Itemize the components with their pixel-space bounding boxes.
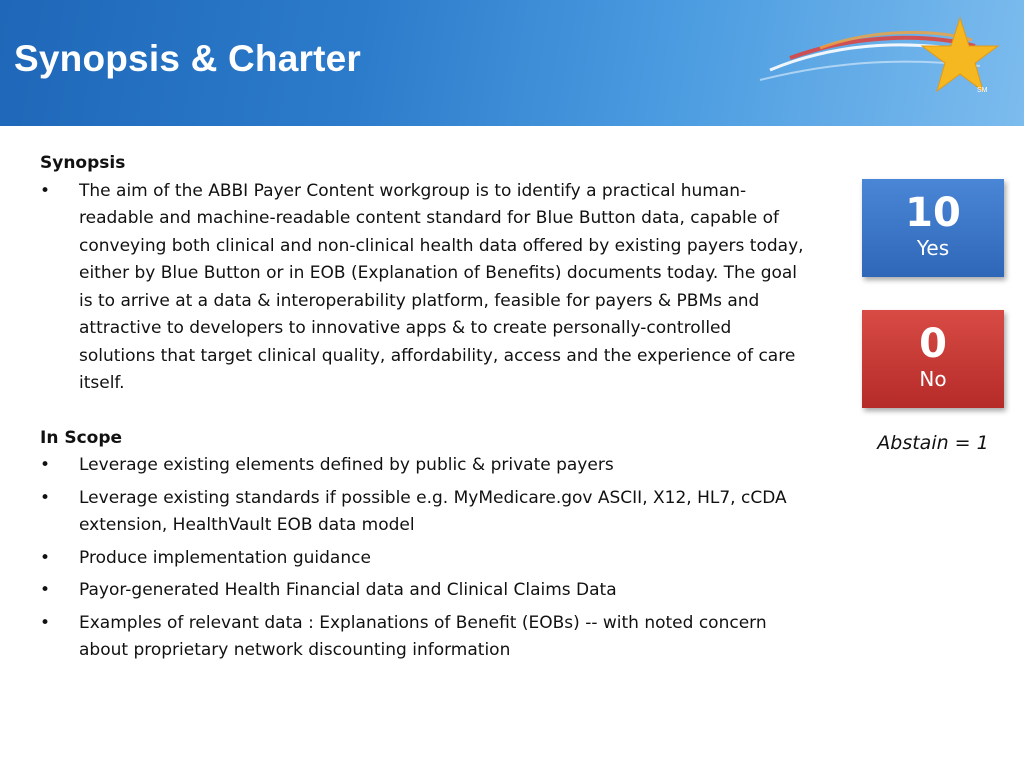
yes-vote-label: Yes (916, 236, 950, 260)
no-vote-box (862, 310, 1004, 408)
in-scope-text: Leverage existing standards if possible e.g. MyMedicare.gov ASCII, X12, HL7, cCDA extension, HealthVault EOB data model (79, 487, 787, 535)
bullet-dot: • (40, 455, 51, 475)
in-scope-text: Leverage existing elements defined by public & private payers (79, 455, 614, 475)
list-item (40, 610, 810, 665)
yes-vote-count: 10 (905, 190, 961, 236)
slide-body (40, 150, 810, 670)
bullet-dot: • (40, 487, 51, 508)
abstain-count: Abstain = 1 (877, 432, 989, 454)
no-vote-label: No (919, 367, 947, 391)
no-vote-count: 0 (919, 321, 947, 367)
synopsis-list (40, 178, 810, 398)
service-mark: SM (977, 87, 988, 94)
list-item (40, 485, 810, 540)
in-scope-text: Examples of relevant data : Explanations of Benefit (EOBs) -- with noted concern about proprietary network discounting information (79, 612, 767, 660)
yes-vote-box (862, 179, 1004, 277)
bullet-dot: • (40, 580, 51, 600)
in-scope-heading: In Scope (40, 427, 123, 448)
in-scope-list (40, 452, 810, 665)
page-title: Synopsis & Charter (14, 38, 361, 79)
in-scope-text: Payor-generated Health Financial data and Clinical Claims Data (79, 580, 617, 600)
slide-header (0, 0, 1024, 126)
in-scope-text: Produce implementation guidance (79, 547, 371, 568)
list-item (40, 545, 810, 573)
synopsis-text: The aim of the ABBI Payer Content workgroup is to identify a practical human-readable and machine-readable content standard for Blue Button data, capable of conveying both clinical and non-clinical health data offered by existing payers today, either by Blue Button or in EOB (Explanation of Benefits) documents today. The goal is to arrive at a data & interoperability platform, feasible for payers & PBMs and attractive to developers to innovative apps & to create personally-controlled solutions that target clinical quality, affordability, access and the experience of care itself. (79, 180, 804, 393)
bullet-dot: • (40, 180, 51, 201)
list-item (40, 452, 810, 480)
bullet-dot: • (40, 547, 51, 568)
synopsis-heading: Synopsis (40, 153, 126, 173)
list-item (40, 577, 810, 605)
list-item (40, 178, 810, 398)
bullet-dot: • (40, 612, 51, 633)
